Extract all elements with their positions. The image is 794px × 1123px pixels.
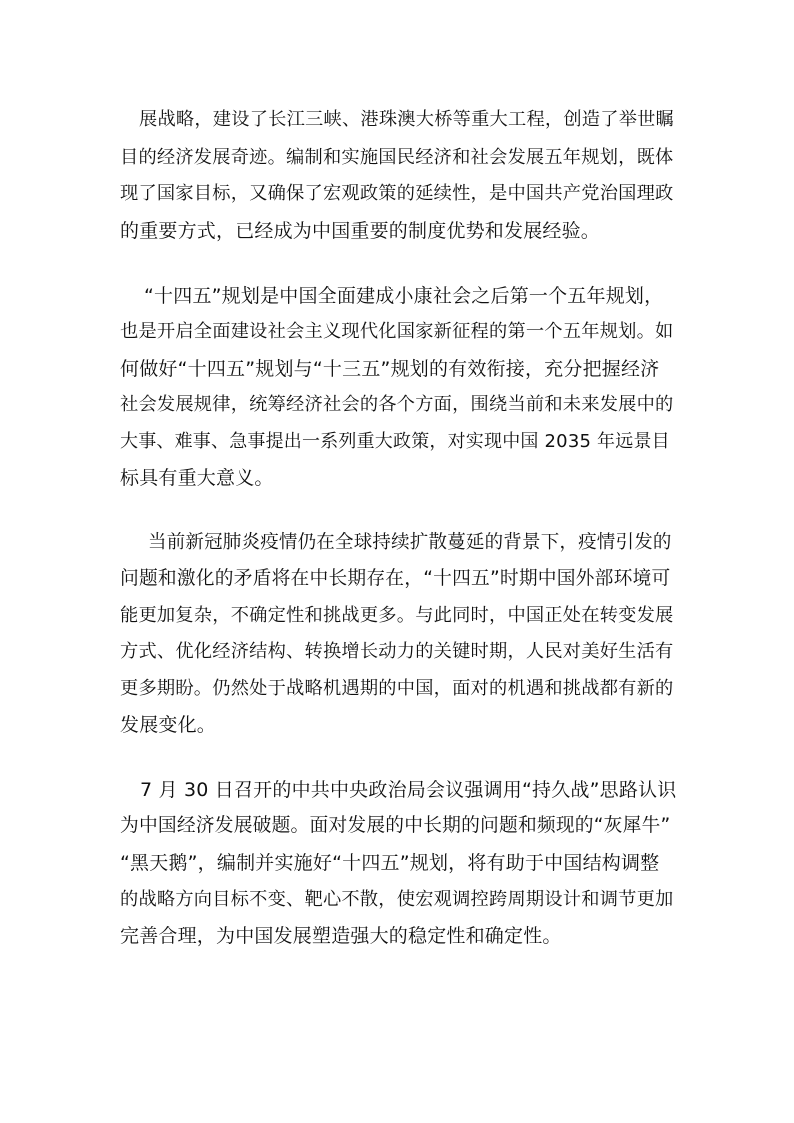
text-line: 当前新冠肺炎疫情仍在全球持续扩散蔓延的背景下，疫情引发的: [148, 532, 672, 553]
text-line: “黑天鹅”，编制并实施好“十四五”规划，将有助于中国结构调整: [120, 852, 660, 874]
text-line: 也是开启全面建设社会主义现代化国家新征程的第一个五年规划。如: [120, 321, 674, 342]
text-line: 目的经济发展奇迹。编制和实施国民经济和社会发展五年规划，既体: [120, 147, 674, 168]
text-line: 展战略，建设了长江三峡、港珠澳大桥等重大工程，创造了举世瞩: [139, 109, 675, 130]
text-line: 现了国家目标，又确保了宏观政策的延续性，是中国共产党治国理政: [120, 183, 674, 204]
text-line: 的重要方式，已经成为中国重要的制度优势和发展经验。: [120, 220, 601, 242]
text-line: 社会发展规律，统筹经济社会的各个方面，围绕当前和未来发展中的: [120, 394, 674, 415]
text-line: 7 月 30 日召开的中共中央政治局会议强调用“持久战”思路认识: [140, 779, 677, 801]
text-line: 问题和激化的矛盾将在中长期存在，“十四五”时期中国外部环境可: [120, 568, 671, 589]
text-line: 完善合理，为中国发展塑造强大的稳定性和确定性。: [120, 925, 562, 947]
text-line: 为中国经济发展破题。面对发展的中长期的问题和频现的“灰犀牛”: [120, 815, 671, 836]
text-line: 的战略方向目标不变、靶心不散，使宏观调控跨周期设计和调节更加: [120, 889, 674, 910]
text-line: 标具有重大意义。: [120, 467, 274, 489]
text-line: 发展变化。: [120, 714, 217, 736]
text-line: 能更加复杂，不确定性和挑战更多。与此同时，中国正处在转变发展: [120, 605, 674, 626]
text-line: “十四五”规划是中国全面建成小康社会之后第一个五年规划，: [144, 285, 664, 307]
text-line: 更多期盼。仍然处于战略机遇期的中国，面对的机遇和挑战都有新的: [120, 678, 674, 699]
text-line: 方式、优化经济结构、转换增长动力的关键时期，人民对美好生活有: [120, 641, 674, 662]
text-line: 大事、难事、急事提出一系列重大政策，对实现中国 2035 年远景目: [120, 431, 670, 452]
text-line: 何做好“十四五”规划与“十三五”规划的有效衔接，充分把握经济: [120, 358, 660, 380]
